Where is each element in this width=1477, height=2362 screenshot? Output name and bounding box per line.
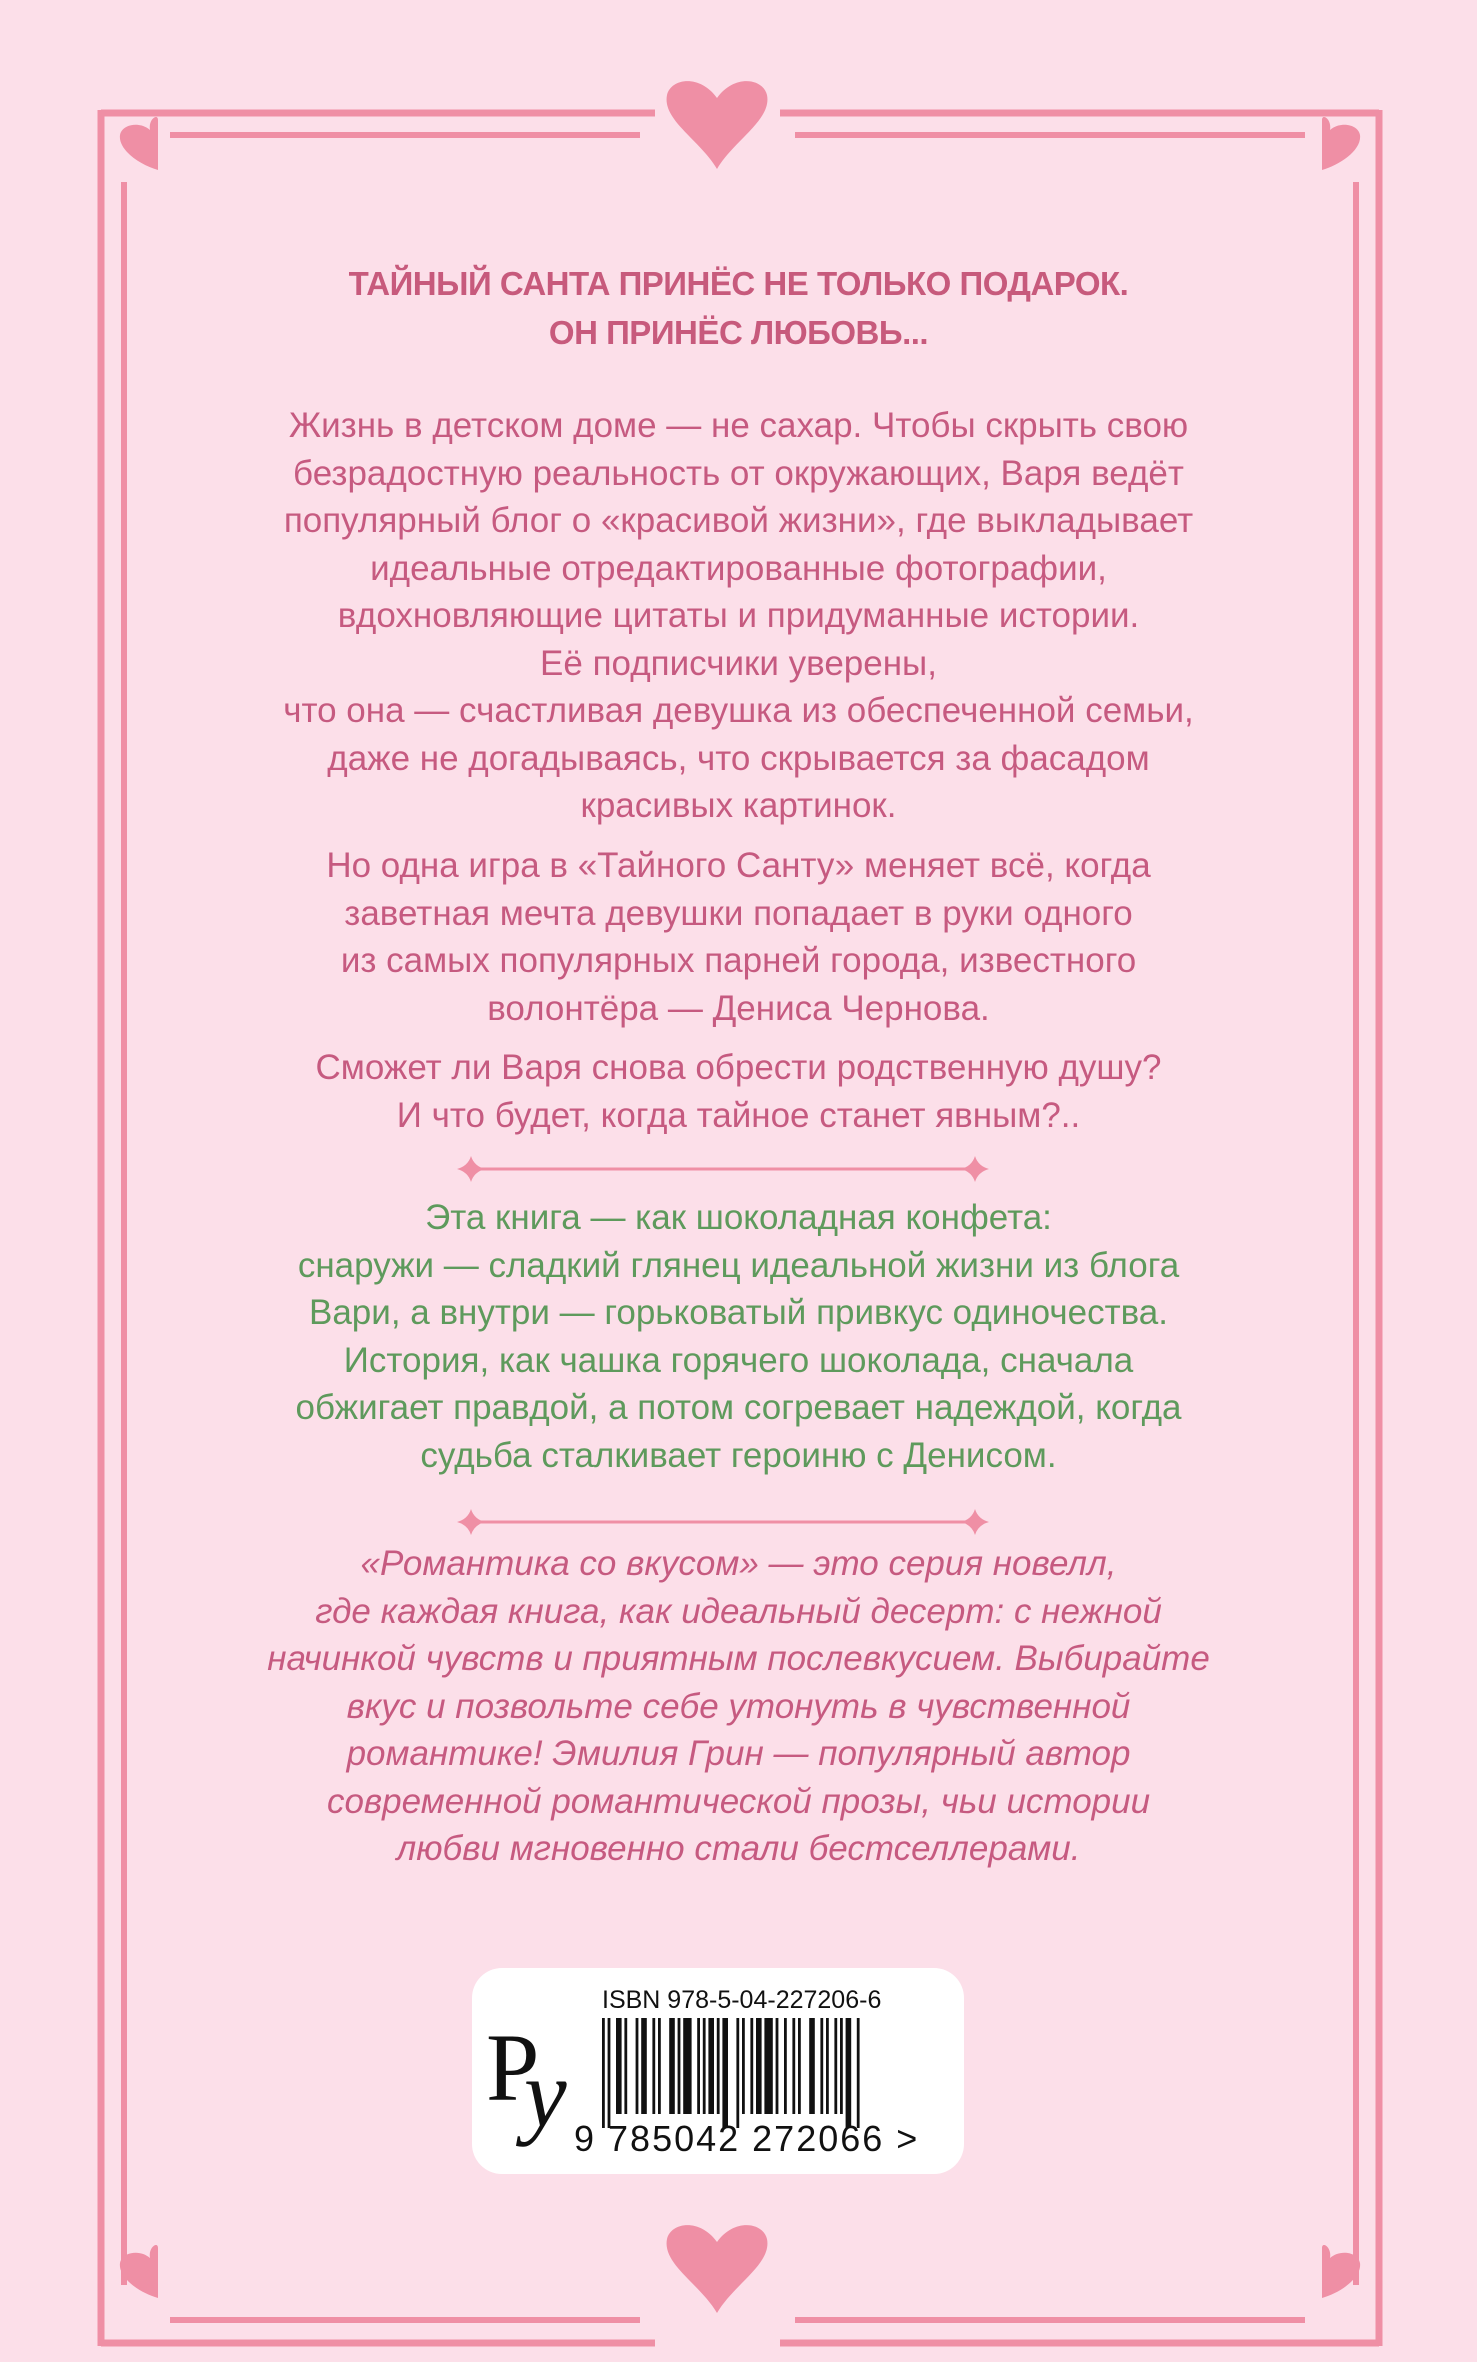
synopsis-paragraph-2 bbox=[140, 842, 1337, 1032]
series-paragraph bbox=[140, 1540, 1337, 1873]
barcode-icon bbox=[602, 2018, 872, 2128]
text-line: И что будет, когда тайное станет явным?.. bbox=[396, 1095, 1081, 1135]
barcode-bar bbox=[616, 2018, 622, 2114]
divider-ornament bbox=[457, 1154, 989, 1184]
text-line: даже не догадываясь, что скрывается за фасадом bbox=[327, 738, 1150, 778]
barcode-bar bbox=[708, 2018, 714, 2114]
synopsis-paragraph-3 bbox=[140, 1044, 1337, 1139]
text-line: Сможет ли Варя снова обрести родственную душу? bbox=[315, 1048, 1162, 1087]
barcode-bar bbox=[750, 2018, 753, 2114]
barcode-bar bbox=[608, 2018, 611, 2128]
synopsis-paragraph-1 bbox=[140, 402, 1337, 830]
text-line: популярный блог о «красивой жизни», где выкладывает bbox=[283, 501, 1194, 540]
text-line: что она — счастливая девушка из обеспеченной семьи, bbox=[283, 691, 1194, 730]
heart-corner-icon bbox=[1322, 117, 1360, 170]
barcode-panel bbox=[472, 1968, 964, 2174]
text-line: «Романтика со вкусом» — это серия новелл, bbox=[360, 1544, 1117, 1583]
text-line: красивых картинок. bbox=[580, 786, 897, 825]
barcode-bar bbox=[784, 2018, 787, 2114]
barcode-bar bbox=[809, 2018, 815, 2114]
text-line: идеальные отредактированные фотографии, bbox=[370, 548, 1107, 588]
text-line: вдохновляющие цитаты и придуманные истории. bbox=[337, 596, 1140, 635]
barcode-bar bbox=[742, 2018, 745, 2114]
text-line: безрадостную реальность от окружающих, Варя ведёт bbox=[293, 453, 1184, 493]
barcode-bar bbox=[792, 2018, 795, 2114]
barcode-bar bbox=[697, 2018, 700, 2114]
barcode-bar bbox=[736, 2018, 739, 2128]
barcode-bar bbox=[776, 2018, 779, 2114]
barcode-bar bbox=[826, 2018, 829, 2114]
barcode-bar bbox=[798, 2018, 801, 2114]
text-line: История, как чашка горячего шоколада, сначала bbox=[343, 1340, 1134, 1380]
text-line: из самых популярных парней города, известного bbox=[340, 941, 1137, 980]
text-line: современной романтической прозы, чьи истории bbox=[326, 1781, 1151, 1821]
barcode-bar bbox=[756, 2018, 762, 2114]
text-line: романтике! Эмилия Грин — популярный автор bbox=[346, 1734, 1131, 1773]
barcode-bar bbox=[658, 2018, 661, 2114]
text-line: Жизнь в детском доме — не сахар. Чтобы скрыть свою bbox=[288, 406, 1189, 445]
barcode-bar bbox=[602, 2018, 605, 2128]
barcode-bar bbox=[846, 2018, 852, 2128]
heart-bottom-icon bbox=[667, 2225, 768, 2313]
barcode-bar bbox=[652, 2018, 655, 2114]
barcode-bar bbox=[703, 2018, 706, 2114]
heading-line: ОН ПРИНЁС ЛЮБОВЬ... bbox=[548, 314, 929, 351]
text-line: вкус и позвольте себе утонуть в чувственной bbox=[346, 1686, 1131, 1726]
barcode-bar bbox=[820, 2018, 823, 2114]
text-line: Но одна игра в «Тайного Санту» меняет всё, когда bbox=[326, 846, 1151, 885]
ean-digits: 9 785042 272066 > bbox=[574, 2118, 920, 2159]
publisher-logo: Р у bbox=[486, 2014, 567, 2147]
barcode-bar bbox=[717, 2018, 720, 2114]
barcode-bar bbox=[624, 2018, 627, 2114]
text-line: начинкой чувств и приятным послевкусием. Выбирайте bbox=[267, 1639, 1210, 1678]
review-paragraph bbox=[140, 1194, 1337, 1479]
heading-line: ТАЙНЫЙ САНТА ПРИНЁС НЕ ТОЛЬКО ПОДАРОК. bbox=[348, 265, 1129, 302]
barcode-bar bbox=[722, 2018, 728, 2128]
barcode-bar bbox=[636, 2018, 639, 2114]
text-line: где каждая книга, как идеальный десерт: с нежной bbox=[315, 1591, 1162, 1631]
text-line: Её подписчики уверены, bbox=[540, 643, 937, 683]
text-line: Вари, а внутри — горьковатый привкус одиночества. bbox=[309, 1293, 1168, 1332]
barcode-bar bbox=[641, 2018, 647, 2114]
text-line: обжигает правдой, а потом согревает надеждой, когда bbox=[295, 1388, 1182, 1427]
text-line: снаружи — сладкий глянец идеальной жизни из блога bbox=[297, 1245, 1180, 1285]
barcode-bar bbox=[669, 2018, 675, 2114]
isbn-text: ISBN 978-5-04-227206-6 bbox=[602, 1986, 882, 2014]
barcode-bar bbox=[834, 2018, 837, 2114]
text-line: волонтёра — Дениса Чернова. bbox=[487, 988, 990, 1028]
heart-corner-icon bbox=[120, 117, 158, 170]
text-line: заветная мечта девушки попадает в руки одного bbox=[344, 893, 1133, 933]
barcode-bar bbox=[840, 2018, 843, 2114]
barcode-bar bbox=[857, 2018, 860, 2128]
text-line: Эта книга — как шоколадная конфета: bbox=[425, 1198, 1052, 1237]
tagline-heading bbox=[140, 259, 1337, 357]
divider-ornament bbox=[457, 1507, 989, 1537]
text-line: любви мгновенно стали бестселлерами. bbox=[396, 1829, 1081, 1868]
text-line: судьба сталкивает героиню с Денисом. bbox=[420, 1435, 1057, 1475]
barcode-bar bbox=[678, 2018, 681, 2114]
heart-top-icon bbox=[667, 81, 768, 169]
barcode-bar bbox=[683, 2018, 691, 2114]
barcode-bar bbox=[764, 2018, 772, 2114]
